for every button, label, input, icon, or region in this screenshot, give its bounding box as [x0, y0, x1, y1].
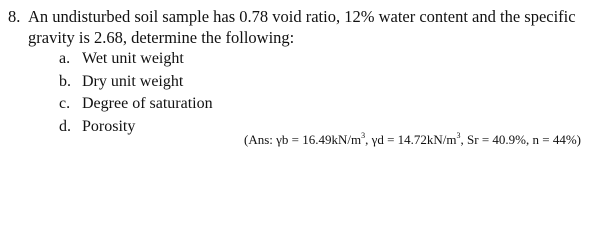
problem-text-line-1: An undisturbed soil sample has 0.78 void ratio, 12% water content and the specific: [28, 7, 576, 26]
answer-line: [244, 132, 581, 148]
problem-statement: [8, 6, 608, 48]
item-text: Dry unit weight: [82, 72, 184, 90]
sub-question-list: [59, 48, 213, 138]
superscript: 3: [456, 131, 461, 140]
superscript: 3: [361, 131, 366, 140]
answer-part-dry: , γd = 14.72kN/m: [365, 132, 457, 147]
item-letter: c.: [59, 95, 71, 112]
list-item: [59, 93, 213, 116]
item-text: Wet unit weight: [82, 50, 184, 67]
item-text: Degree of saturation: [82, 95, 213, 112]
problem-line-1: [8, 6, 608, 27]
problem-number: 8.: [8, 7, 21, 26]
answer-part-rest: , Sr = 40.9%, n = 44%): [460, 132, 581, 147]
list-item: [59, 116, 213, 139]
answer-part-wet: (Ans: γb = 16.49kN/m: [244, 132, 362, 147]
list-item: [59, 71, 213, 94]
item-text: Porosity: [82, 117, 136, 135]
item-letter: d.: [59, 117, 71, 135]
item-letter: a.: [59, 50, 71, 67]
list-item: [59, 48, 213, 71]
problem-line-2: gravity is 2.68, determine the following:: [28, 28, 295, 47]
item-letter: b.: [59, 72, 71, 90]
